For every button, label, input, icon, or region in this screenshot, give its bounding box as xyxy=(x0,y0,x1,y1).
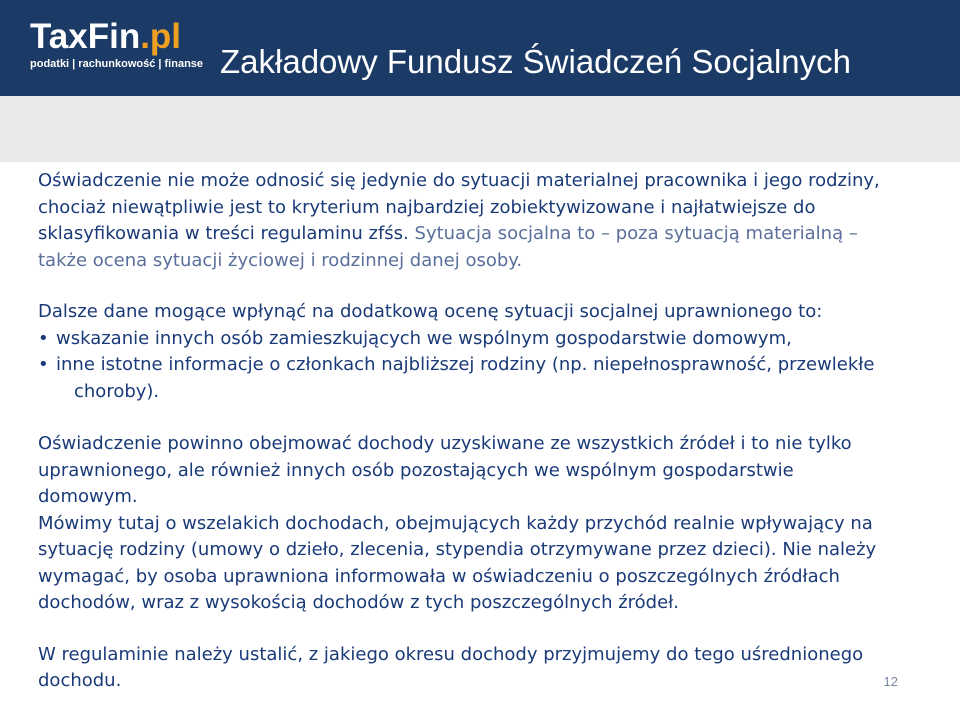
paragraph-income-sources: Oświadczenie powinno obejmować dochody uzyskiwane ze wszystkich źródeł i to nie tylko uprawnionego, ale również innych osób pozostających we wspólnym gospodarstwie domowym. xyxy=(38,433,852,507)
bullet-continuation: choroby). xyxy=(74,380,160,402)
taxfin-logo xyxy=(30,18,203,71)
slide-title: Zakładowy Fundusz Świadczeń Socjalnych xyxy=(220,43,851,80)
bullet-icon: • xyxy=(38,327,49,349)
paragraph-additional-data-intro: Dalsze dane mogące wpłynąć na dodatkową ocenę sytuacji socjalnej uprawnionego to: xyxy=(38,301,823,322)
logo-name: TaxFin xyxy=(30,17,141,56)
bullet-item xyxy=(38,352,898,379)
page-number: 12 xyxy=(883,674,898,689)
paragraph-statement-scope xyxy=(38,168,898,274)
paragraph-income-period: W regulaminie należy ustalić, z jakiego okresu dochody przyjmujemy do tego uśrednionego dochodu. xyxy=(38,643,864,691)
logo-tld: .pl xyxy=(140,17,182,56)
bullet-icon: • xyxy=(38,354,49,375)
bullet-text: wskazanie innych osób zamieszkujących we wspólnym gospodarstwie domowym, xyxy=(56,327,792,349)
slide-header xyxy=(0,0,960,96)
bullet-list xyxy=(38,326,898,379)
header-band xyxy=(0,96,960,162)
paragraph-statement-scope-main: Oświadczenie nie może odnosić się jedynie do sytuacji materialnej pracownika i jego rodziny, chociaż niewątpliwie jest to kryterium najbardziej zobiektywizowane i najłatwiejsze do sklasyfikowania w treści regulaminu zfśs. xyxy=(38,170,880,244)
logo-wordmark xyxy=(30,18,203,56)
paragraph-income-types: Mówimy tutaj o wszelakich dochodach, obejmujących każdy przychód realnie wpływający na sytuację rodziny (umowy o dzieło, zlecenia, stypendia otrzymywane przez dzieci). Nie należy wymagać, by osoba uprawniona informowała w oświadczeniu o poszczególnych źródłach dochodów, wraz z wysokością dochodów z tych poszczególnych źródeł. xyxy=(38,512,877,613)
bullet-item xyxy=(38,326,898,353)
slide-body xyxy=(38,168,898,695)
logo-tagline: podatki | rachunkowość | finanse xyxy=(30,58,204,70)
paragraph-statement-scope-note: Sytuacja socjalna to – poza sytuacją materialną – także ocena sytuacji życiowej i rodzinnej danej osoby. xyxy=(38,223,858,271)
bullet-text: inne istotne informacje o członkach najbliższej rodziny (np. niepełnosprawność, przewlekłe xyxy=(56,354,875,375)
